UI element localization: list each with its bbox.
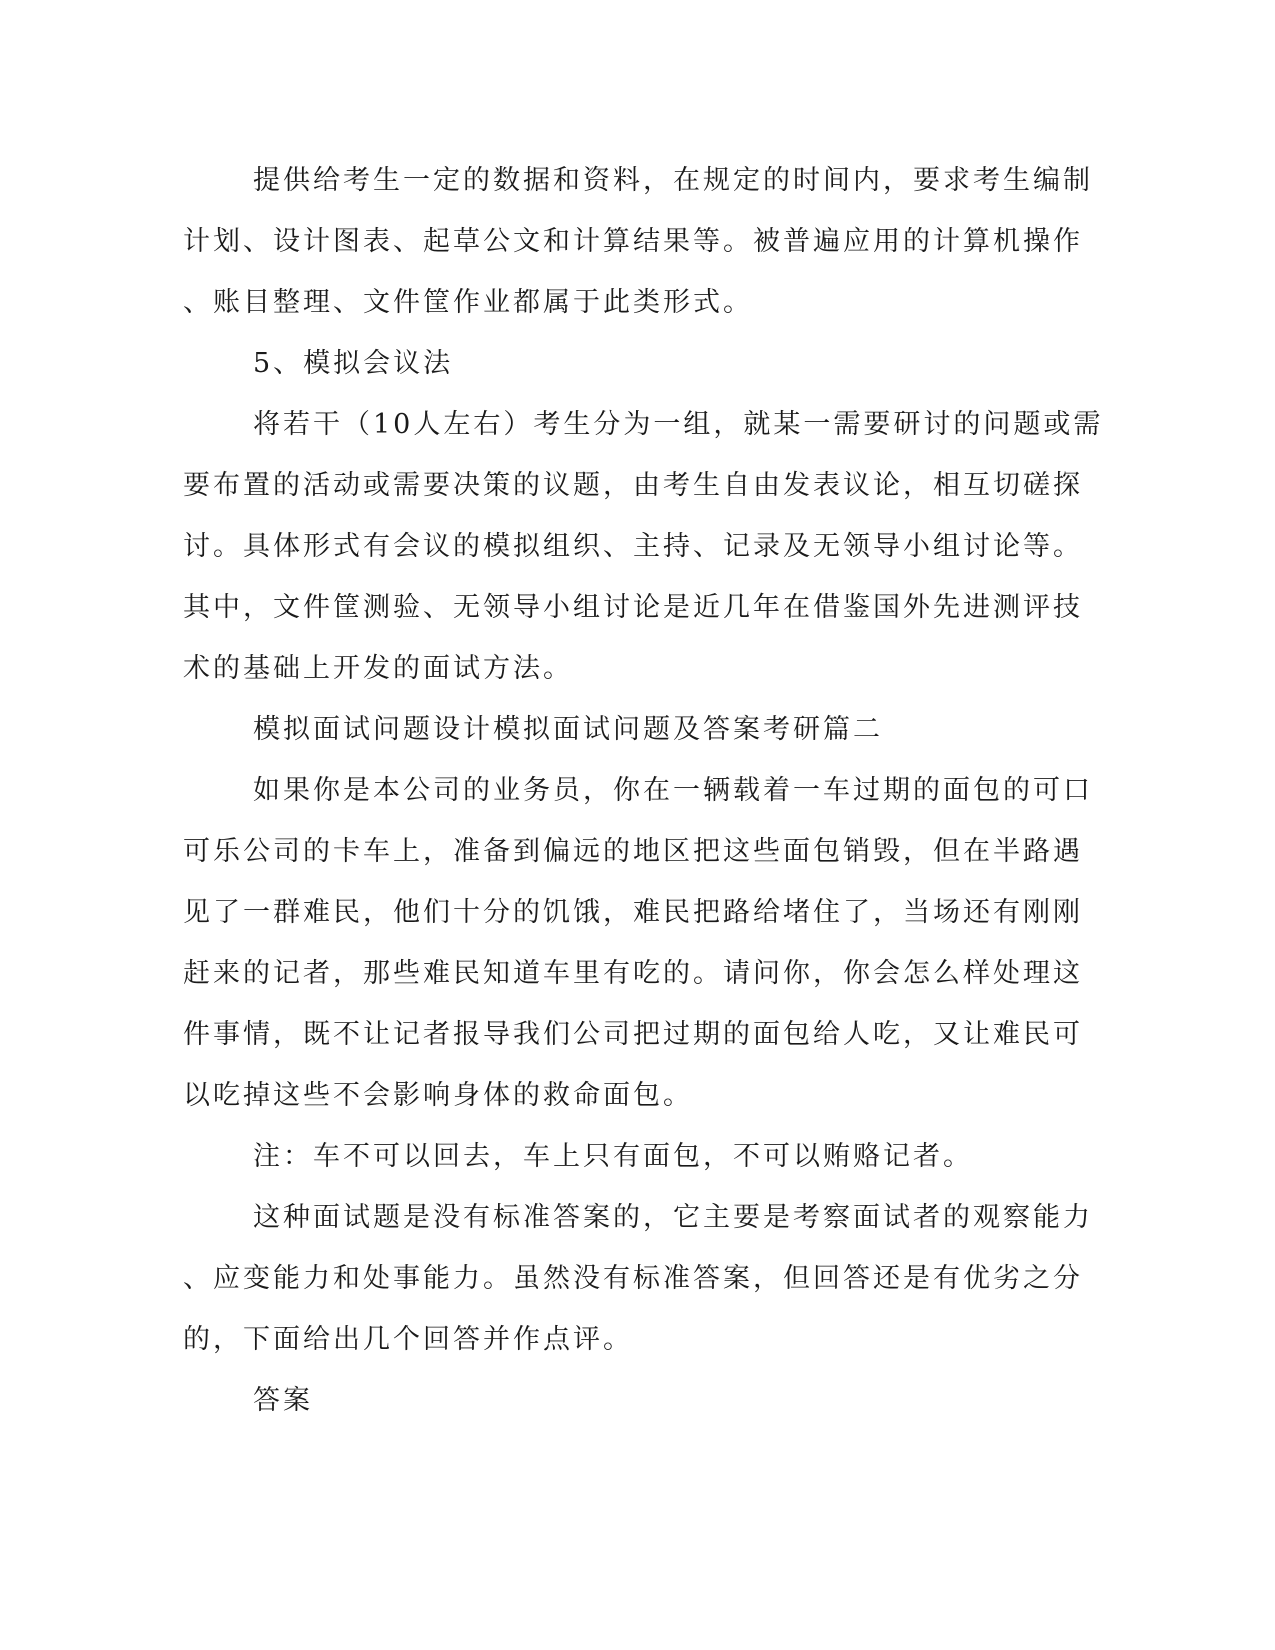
text-line: 赶来的记者，那些难民知道车里有吃的。请问你，你会怎么样处理这 [183,958,1083,989]
text-line: 、账目整理、文件筐作业都属于此类形式。 [183,287,753,318]
text-line: 可乐公司的卡车上，准备到偏远的地区把这些面包销毁，但在半路遇 [183,836,1083,867]
text-line: 件事情，既不让记者报导我们公司把过期的面包给人吃，又让难民可 [183,1019,1083,1050]
text-line: 这种面试题是没有标准答案的，它主要是考察面试者的观察能力 [253,1202,1093,1233]
text-line: 见了一群难民，他们十分的饥饿，难民把路给堵住了，当场还有刚刚 [183,897,1083,928]
text-line: 、应变能力和处事能力。虽然没有标准答案，但回答还是有优劣之分 [183,1263,1083,1294]
text-line: 要布置的活动或需要决策的议题，由考生自由发表议论，相互切磋探 [183,470,1083,501]
section-heading: 模拟面试问题设计模拟面试问题及答案考研篇二 [253,714,883,745]
text-line: 如果你是本公司的业务员，你在一辆载着一车过期的面包的可口 [253,775,1093,806]
document-body [183,150,1104,1431]
section-heading: 答案 [253,1385,313,1416]
text-line: 提供给考生一定的数据和资料，在规定的时间内，要求考生编制 [253,165,1093,196]
note-line: 注：车不可以回去，车上只有面包，不可以贿赂记者。 [253,1141,973,1172]
text-line: 其中，文件筐测验、无领导小组讨论是近几年在借鉴国外先进测评技 [183,592,1083,623]
text-line: 计划、设计图表、起草公文和计算结果等。被普遍应用的计算机操作 [183,226,1083,257]
text-line: 的，下面给出几个回答并作点评。 [183,1324,633,1355]
text-line: 讨。具体形式有会议的模拟组织、主持、记录及无领导小组讨论等。 [183,531,1083,562]
section-heading: 5、模拟会议法 [253,348,454,379]
text-line: 术的基础上开发的面试方法。 [183,653,573,684]
text-line: 以吃掉这些不会影响身体的救命面包。 [183,1080,693,1111]
text-line: 将若干（10人左右）考生分为一组，就某一需要研讨的问题或需 [253,409,1104,440]
